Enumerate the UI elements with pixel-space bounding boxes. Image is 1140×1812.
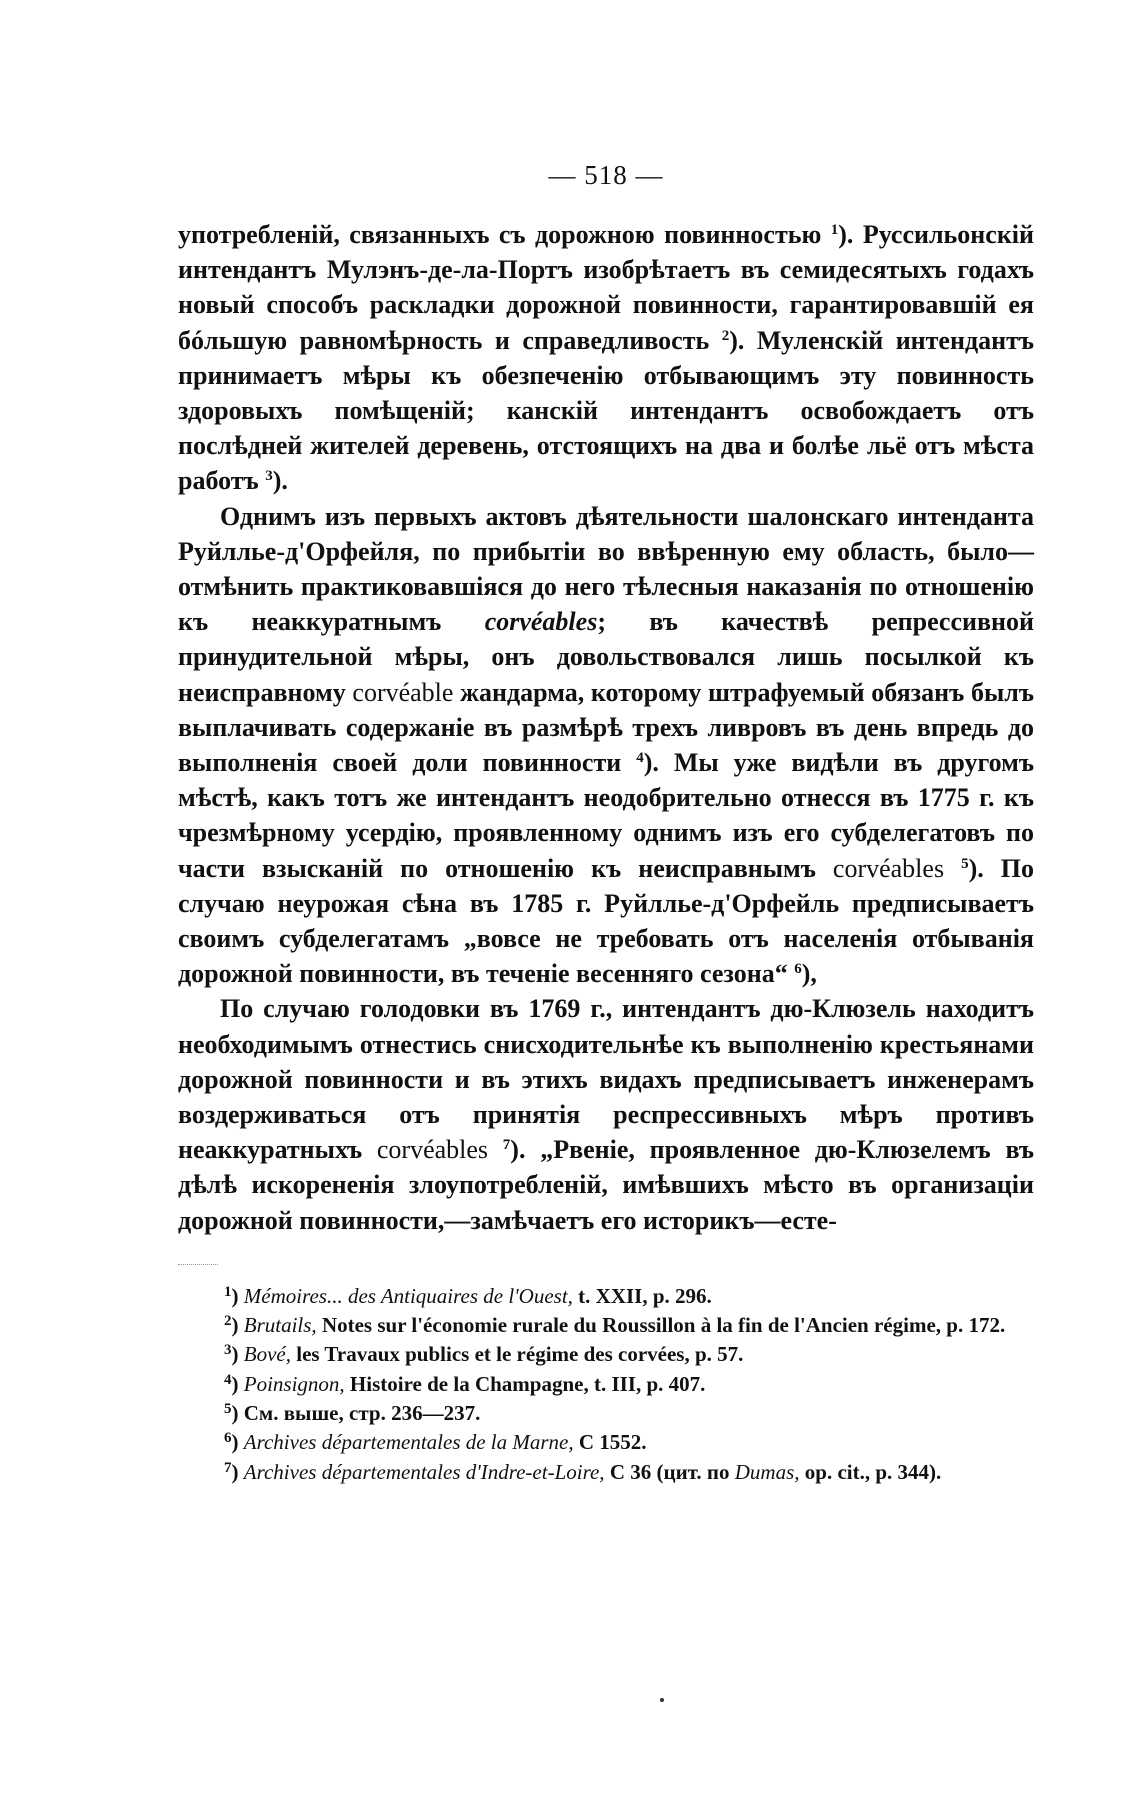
paragraph-text: По случаю голодовки въ 1769 г., интендантъ дю-Клюзель находитъ необходимымъ отнестись снисходительнѣе къ выполненію крестьянами дорожной повинности и въ этихъ видахъ предписываетъ инженерамъ воздерживаться отъ принятія респрессивныхъ мѣръ противъ неаккуратныхъ [178, 994, 1034, 1165]
footnote [178, 1340, 1034, 1369]
paragraph-text: ). Мы уже видѣли въ другомъ мѣстѣ, какъ тотъ же интендантъ неодобрительно отнесся въ 1775 г. къ чрезмѣрному усердію, проявленному однимъ изъ его субделегатовъ по части взысканій по отношенію къ неисправнымъ [178, 748, 1035, 883]
footnote-italic: Poinsignon, [243, 1371, 345, 1396]
page-number: — 518 — [548, 160, 664, 190]
paragraph-latin-term: corvéable [352, 677, 454, 707]
footnote-number: 3 [224, 1342, 232, 1359]
footnote-ref: 7 [502, 1137, 511, 1154]
page [178, 160, 1034, 1487]
footnote-italic: Archives départementales d'Indre-et-Loire, [243, 1459, 605, 1484]
paragraph-text: ). Руссильонскій интендантъ Мулэнъ-де-ла-Портъ изобрѣтаетъ въ семидесятыхъ годахъ новый способъ раскладки дорожной повинности, гарантировавшій ея бóльшую равномѣрность и справедливость [178, 220, 1035, 355]
footnote-number: 6 [224, 1430, 232, 1447]
footnote-ref: 5 [961, 855, 969, 872]
footnote-text: См. выше, стр. 236—237. [243, 1401, 481, 1426]
footnote-ref: 2 [721, 327, 730, 344]
footnote-separator [178, 1264, 218, 1266]
paragraph-text: ; въ качествѣ репрессивной принудительной мѣры, онъ довольствовался лишь посылкой къ неисправному [178, 607, 1034, 707]
footnote [178, 1428, 1034, 1457]
footnote-number: 2 [224, 1313, 232, 1330]
footnote-text: t. XXII, p. 296. [572, 1283, 712, 1308]
footnote-number: 7 [224, 1459, 232, 1476]
paragraph-text: ), [801, 959, 817, 989]
footnote-ref: 3 [265, 468, 273, 485]
footnotes [178, 1282, 1034, 1487]
paragraph [178, 499, 1034, 992]
footnote-ref: 4 [636, 750, 644, 767]
paragraph [178, 991, 1034, 1237]
footnote-ref: 6 [794, 961, 802, 978]
footnote-text: Notes sur l'économie rurale du Roussillon à la fin de l'Ancien régime, p. 172. [316, 1313, 1006, 1338]
footnote-paren: ) [231, 1459, 244, 1484]
footnote-number: 1 [224, 1283, 232, 1300]
footnote [178, 1399, 1034, 1428]
paragraph-text [944, 854, 961, 883]
footnote-italic: Mémoires... des Antiquaires de l'Ouest, [243, 1283, 573, 1308]
footnote-italic: Dumas, [734, 1459, 800, 1484]
footnote-paren: ) [231, 1371, 244, 1396]
footnote-paren: ) [231, 1342, 244, 1367]
footnote-text: Histoire de la Champagne, t. III, p. 407. [344, 1371, 706, 1396]
print-speck [660, 1698, 664, 1702]
paragraph-text: жандарма, которому штрафуемый обязанъ былъ выплачивать содержаніе въ размѣрѣ трехъ ливровъ въ день впредь до выполненія своей доли повинности [178, 677, 1034, 778]
footnote-paren: ) [231, 1283, 244, 1308]
paragraph-text: ). „Рвеніе, проявленное дю-Клюзелемъ въ дѣлѣ искорененія злоупотребленій, имѣвшихъ мѣсто въ организаціи дорожной повинности,—замѣчаетъ его историкъ—есте- [178, 1135, 1035, 1235]
footnote-text: C 36 (цит. по [604, 1459, 735, 1484]
paragraph-latin-term: corvéables [376, 1135, 489, 1165]
footnote-italic: Archives départementales de la Marne, [243, 1430, 574, 1455]
footnote-paren: ) [231, 1401, 244, 1426]
paragraph-text: ). По случаю неурожая сѣна въ 1785 г. Руйлльe-д'Орфейль предписываетъ своимъ субделегатамъ „вовсе не требовать отъ населенія отбыванія дорожной повинности, въ теченіе весенняго сезона“ [178, 853, 1034, 989]
footnote-italic: Bové, [243, 1342, 291, 1367]
paragraph-text: ). Муленскій интендантъ принимаетъ мѣры къ обезпеченію отбывающимъ эту повинность здоровыхъ помѣщеній; канскій интендантъ освобождаетъ отъ послѣдней жителей деревень, отстоящихъ на два и болѣе льё отъ мѣста работъ [178, 325, 1035, 496]
footnote [178, 1370, 1034, 1399]
paragraph [178, 217, 1034, 499]
paragraph-text: употребленій, связанныхъ съ дорожною повинностью [178, 220, 831, 249]
footnote-paren: ) [231, 1430, 244, 1455]
footnote-number: 5 [224, 1401, 232, 1418]
paragraph-text: Однимъ изъ первыхъ актовъ дѣятельности шалонскаго интенданта Руйлльe-д'Орфейля, по прибытіи во ввѣренную ему область, было—отмѣнить практиковавшіяся до него тѣлесныя наказанія по отношенію къ неаккуратнымъ [178, 501, 1034, 637]
footnote-text: les Travaux publics et le régime des corvées, p. 57. [290, 1342, 744, 1367]
footnote-text: op. cit., p. 344). [799, 1459, 942, 1484]
paragraph-text [488, 1135, 503, 1164]
footnote-italic: Brutails, [243, 1313, 317, 1338]
footnote [178, 1311, 1034, 1340]
footnote [178, 1282, 1034, 1311]
paragraph-italic: corvéables [484, 607, 598, 637]
paragraph-latin-term: corvéables [832, 853, 945, 883]
body-text [178, 217, 1034, 1238]
paragraph-text: ). [272, 466, 288, 496]
footnote [178, 1458, 1034, 1487]
footnote-paren: ) [231, 1313, 244, 1338]
footnote-text: C 1552. [573, 1430, 647, 1455]
footnote-number: 4 [224, 1371, 232, 1388]
footnote-ref: 1 [830, 222, 839, 238]
